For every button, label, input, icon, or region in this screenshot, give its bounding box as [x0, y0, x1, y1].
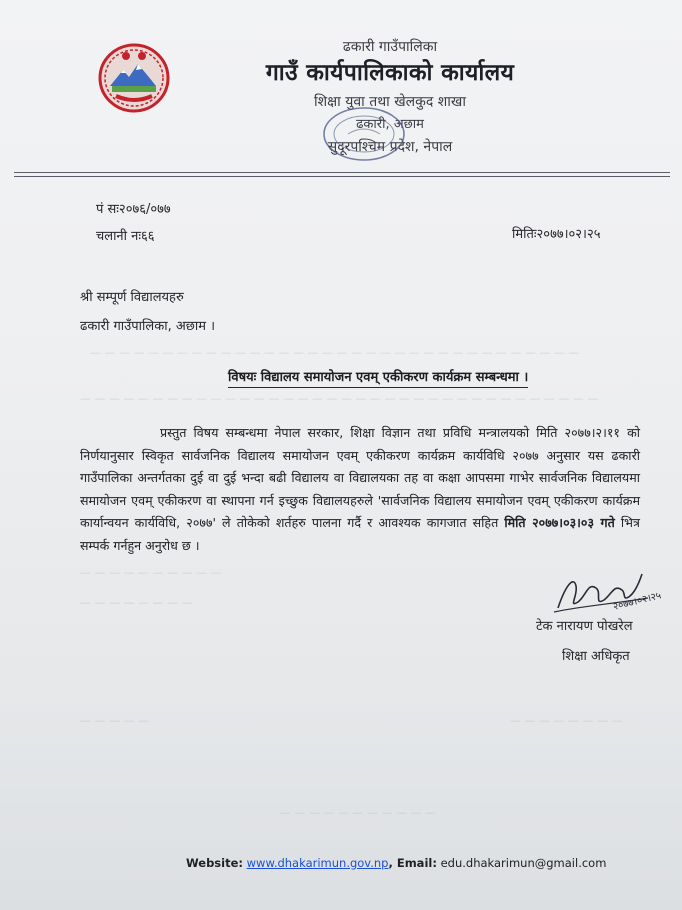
province-name: सुदूरपश्चिम प्रदेश, नेपाल [327, 139, 453, 155]
subject-line [228, 367, 528, 385]
signature-date: २०७७।०२।२५ [612, 590, 663, 613]
nepal-emblem-icon [96, 40, 172, 114]
bleed-through-text: — — — — — — — — [80, 596, 193, 609]
bleed-through-text: — — — — — — — — — — — — — — — — — — — — — — — — — — — — — — — — — — — — [80, 392, 599, 405]
section-name: शिक्षा युवा तथा खेलकुद शाखा [313, 94, 467, 110]
subject-text: विषयः विद्यालय समायोजन एवम् एकीकरण कार्यक्रम सम्बन्धमा । [228, 370, 528, 388]
office-name: गाउँ कार्यपालिकाको कार्यालय [265, 60, 515, 86]
bleed-through-text: — — — — — — — — — — — [280, 806, 436, 819]
signature-icon [552, 562, 672, 624]
bleed-through-text: — — — — — — — — — — — — — — — — — — — — — — — — — — — — — — — — — — [90, 346, 580, 359]
letter-date: मितिः२०७७।०२।२५ [512, 227, 601, 242]
letter-number: पं सः२०७६/०७७ [96, 202, 171, 217]
office-stamp-icon [318, 104, 410, 164]
footer-contact [186, 856, 606, 870]
website-link[interactable]: www.dhakarimun.gov.np [246, 856, 389, 870]
letter-body [80, 422, 640, 558]
dispatch-number: चलानी नः६६ [96, 229, 155, 244]
signatory-name: टेक नारायण पोखरेल [536, 619, 633, 634]
signatory-title: शिक्षा अधिकृत [562, 649, 630, 664]
website-label: Website: [186, 856, 243, 870]
header-rule-thin [14, 176, 670, 177]
body-part2: भित्र सम्पर्क गर्नहुन अनुरोध छ । [80, 515, 640, 553]
body-deadline: मिति २०७७।०३।०३ गते [504, 515, 615, 531]
recipient-line2: ढकारी गाउँपालिका, अछाम । [80, 319, 216, 334]
header-rule [14, 172, 670, 173]
recipient-line1: श्री सम्पूर्ण विद्यालयहरु [80, 290, 184, 305]
email-address[interactable]: edu.dhakarimun@gmail.com [440, 856, 607, 870]
email-label: , Email: [388, 856, 437, 870]
bleed-through-text: — — — — — — — — [510, 714, 623, 727]
bleed-through-text: — — — — — [80, 714, 149, 727]
body-part1: प्रस्तुत विषय सम्बन्धमा नेपाल सरकार, शिक्षा विज्ञान तथा प्रविधि मन्त्रालयको मिति २०७७।२।११ को निर्णयानुसार स्विकृत सार्वजनिक विद्यालय समायोजन एवम् एकीकरण कार्यक्रम कार्यविधि २०७७ अनुसार यस ढकारी गाउँपालिका अन्तर्गतका दुई वा दुई भन्दा बढी विद्यालय वा विद्यालयका तह वा कक्षा आपसमा गाभेर सार्वजनिक विद्यालयमा समायोजन एवम् एकीकरण वा स्थापना गर्न इच्छुक विद्यालयहरुले 'सार्वजनिक विद्यालय समायोजन एवम् एकीकरण कार्यक्रम कार्यान्वयन कार्यविधि, २०७७' ले तोकेको शर्तहरु पालना गर्दै र आवश्यक कागजात सहित [80, 425, 640, 531]
bleed-through-text: — — — — — — — — — — [80, 566, 222, 579]
municipality-name: ढकारी गाउँपालिका [342, 39, 438, 55]
district-name: ढकारी, अछाम [356, 117, 424, 132]
